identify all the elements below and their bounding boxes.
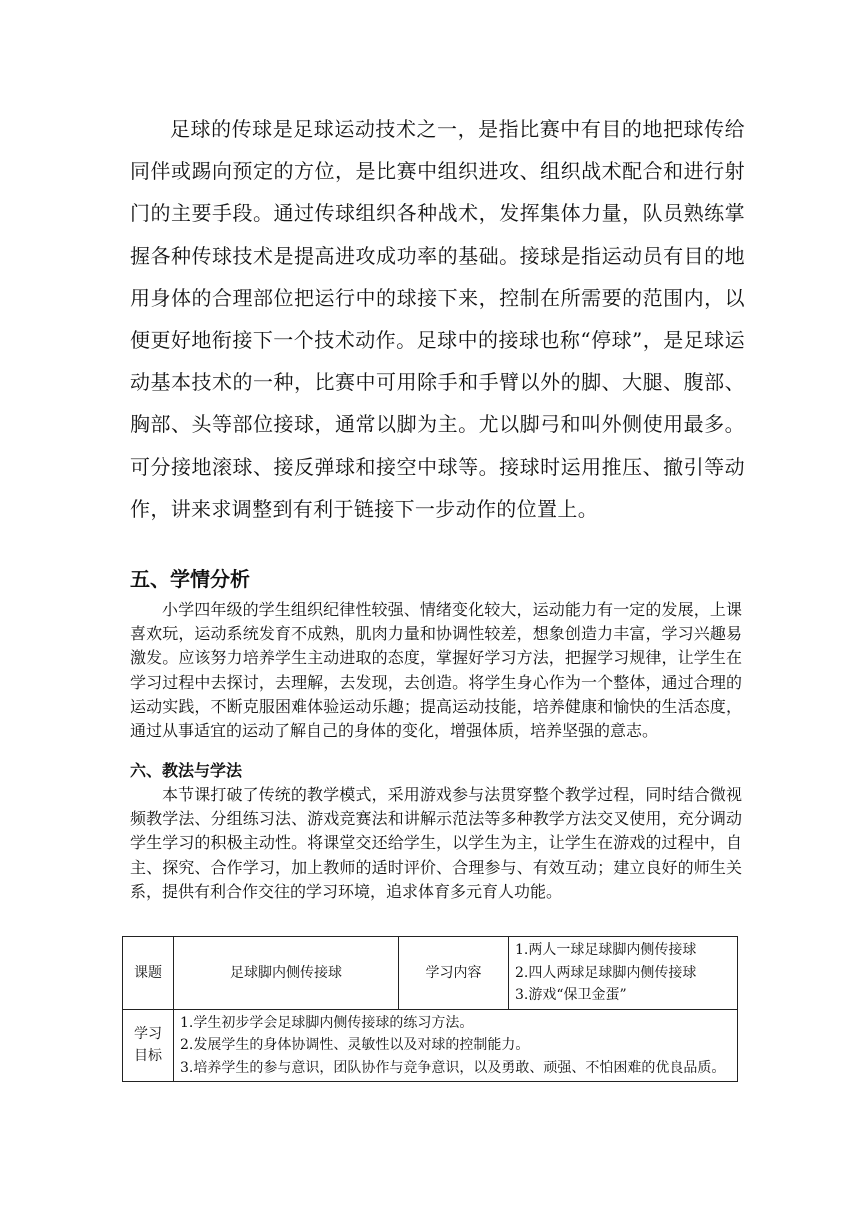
lesson-plan-table bbox=[122, 936, 738, 1082]
topic-label-cell: 课题 bbox=[123, 937, 174, 1010]
table-row bbox=[123, 937, 738, 1010]
content-item: 3.游戏“保卫金蛋” bbox=[515, 987, 627, 1003]
content-label-cell: 学习内容 bbox=[399, 937, 509, 1010]
goals-items-cell bbox=[174, 1009, 738, 1082]
learner-analysis-paragraph: 小学四年级的学生组织纪律性较强、情绪变化较大，运动能力有一定的发展，上课喜欢玩，运动系统发育不成熟，肌肉力量和协调性较差，想象创造力丰富，学习兴趣易激发。应该努力培养学生主动进取的态度，掌握好学习方法，把握学习规律，让学生在学习过程中去探讨，去理解，去发现，去创造。将学生身心作为一个整体，通过合理的运动实践，不断克服困难体验运动乐趣；提高运动技能，培养健康和愉快的生活态度，通过从事适宜的运动了解自己的身体的变化，增强体质，培养坚强的意志。 bbox=[130, 600, 742, 741]
goal-item: 1.学生初步学会足球脚内侧传接球的练习方法。 bbox=[180, 1014, 474, 1031]
goal-item: 3.培养学生的参与意识，团队协作与竞争意识，以及勇敢、顽强、不怕困难的优良品质。 bbox=[180, 1059, 726, 1076]
content-item: 1.两人一球足球脚内侧传接球 bbox=[515, 942, 697, 958]
content-item: 2.四人两球足球脚内侧传接球 bbox=[515, 964, 697, 981]
table-row bbox=[123, 1009, 738, 1082]
goals-label-cell: 学习目标 bbox=[123, 1009, 174, 1082]
goal-item: 2.发展学生的身体协调性、灵敏性以及对球的控制能力。 bbox=[180, 1037, 530, 1053]
topic-value-cell: 足球脚内侧传接球 bbox=[174, 937, 399, 1010]
content-items-cell bbox=[509, 937, 738, 1010]
teaching-methods-paragraph: 本节课打破了传统的教学模式，采用游戏参与法贯穿整个教学过程，同时结合微视频教学法、分组练习法、游戏竞赛法和讲解示范法等多种教学方法交叉使用，充分调动学生学习的积极主动性。将课堂交还给学生，以学生为主，让学生在游戏的过程中，自主、探究、合作学习，加上教师的适时评价、合理参与、有效互动；建立良好的师生关系，提供有利合作交往的学习环境，追求体育多元育人功能。 bbox=[130, 785, 742, 901]
section-heading-teaching-methods: 六、教法与学法 bbox=[130, 761, 243, 780]
section-heading-learner-analysis: 五、学情分析 bbox=[130, 567, 250, 591]
intro-paragraph: 足球的传球是足球运动技术之一，是指比赛中有目的地把球传给同伴或踢向预定的方位，是比赛中组织进攻、组织战术配合和进行射门的主要手段。通过传球组织各种战术，发挥集体力量，队员熟练掌握各种传球技术是提高进攻成功率的基础。接球是指运动员有目的地用身体的合理部位把运行中的球接下来，控制在所需要的范围内，以便更好地衔接下一个技术动作。足球中的接球也称“停球”，是足球运动基本技术的一种，比赛中可用除手和手臂以外的脚、大腿、腹部、胸部、头等部位接球，通常以脚为主。尤以脚弓和叫外侧使用最多。可分接地滚球、接反弹球和接空中球等。接球时运用推压、撤引等动作，讲来求调整到有利于链接下一步动作的位置上。 bbox=[130, 117, 745, 521]
